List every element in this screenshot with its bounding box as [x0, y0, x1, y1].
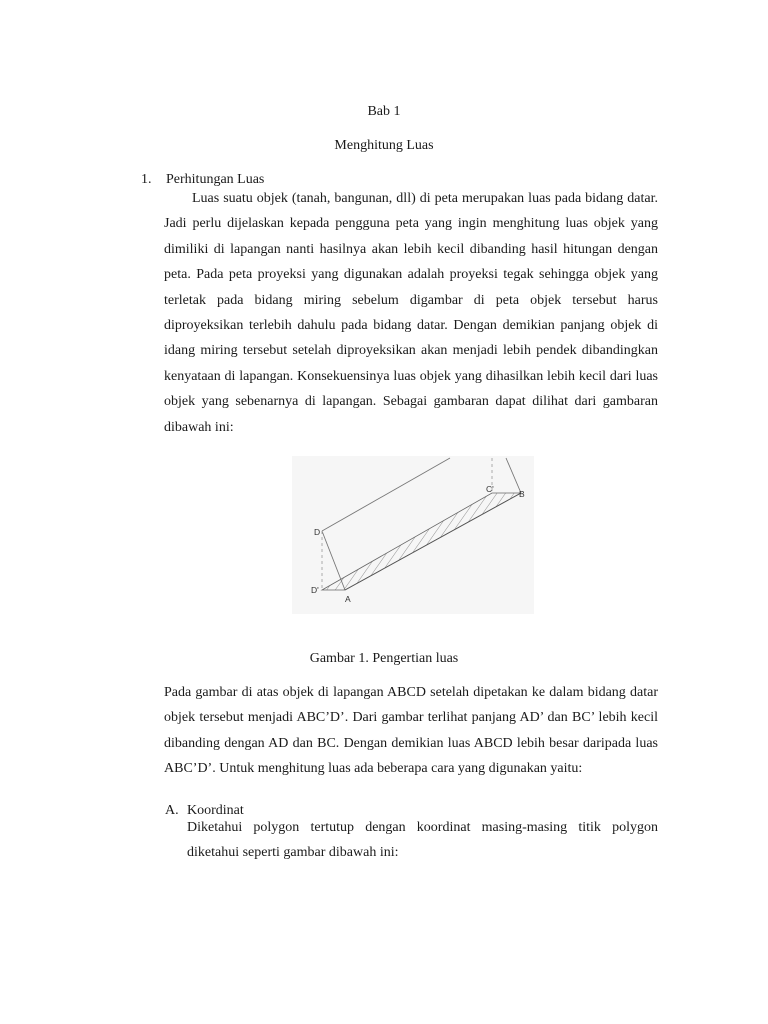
subsection-title: Koordinat: [187, 803, 244, 818]
subsection-letter: A.: [165, 803, 179, 818]
chapter-heading: Bab 1: [367, 104, 401, 119]
page-title: Menghitung Luas: [334, 138, 434, 153]
label-d-prime: D': [311, 585, 319, 595]
paragraph-coordinates: Diketahui polygon tertutup dengan koordinat masing-masing titik polygon diketahui seperti gambar dibawah ini:: [187, 820, 658, 861]
section-title: Perhitungan Luas: [166, 172, 265, 187]
figure-projection-diagram: [292, 456, 534, 614]
paragraph-intro: Luas suatu objek (tanah, bangunan, dll) di peta merupakan luas pada bidang datar. Jadi perlu dijelaskan kepada pengguna peta yang ingin menghitung luas objek yang dimiliki di lapangan nanti hasilnya akan lebih kecil dibanding hasil hitungan dengan peta. Pada peta proyeksi yang digunakan adalah proyeksi tegak sehingga objek yang terletak pada bidang miring sebelum digambar di peta objek tersebut harus diproyeksikan terlebih dahulu pada bidang datar. Dengan demikian panjang objek di idang miring tersebut setelah diproyeksikan akan menjadi lebih pendek dibandingkan kenyataan di lapangan. Konsekuensinya luas objek yang dihasilkan lebih kecil dari luas objek yang sebenarnya di lapangan. Sebagai gambaran dapat dilihat dari gambaran dibawah ini:: [164, 191, 658, 435]
figure-caption: Gambar 1. Pengertian luas: [309, 651, 459, 666]
paragraph-explanation: Pada gambar di atas objek di lapangan ABCD setelah dipetakan ke dalam bidang datar objek tersebut menjadi ABC’D’. Dari gambar terlihat panjang AD’ dan BC’ lebih kecil dibanding dengan AD dan BC. Dengan demikian luas ABCD lebih besar daripada luas ABC’D’. Untuk menghitung luas ada beberapa cara yang digunakan yaitu:: [164, 685, 658, 777]
projection-diagram: [292, 456, 534, 614]
section-number: 1.: [141, 172, 152, 187]
label-b: B: [519, 489, 525, 499]
label-d: D: [314, 527, 321, 537]
label-c-prime: C': [486, 484, 494, 494]
label-a: A: [345, 594, 351, 604]
